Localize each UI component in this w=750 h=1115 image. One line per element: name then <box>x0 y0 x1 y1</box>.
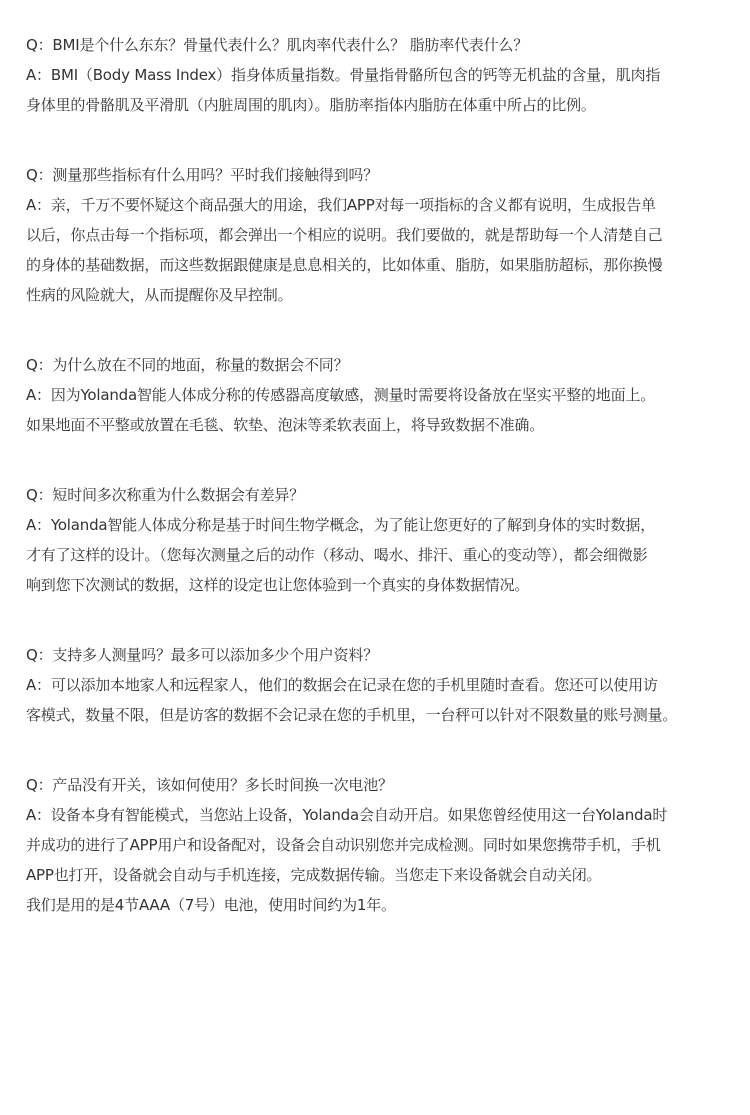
answer-text: 的身体的基础数据，而这些数据跟健康是息息相关的，比如体重、脂肪，如果脂肪超标，那你换慢 <box>26 256 663 274</box>
answer-text: 才有了这样的设计。（您每次测量之后的动作（移动、喝水、排汗、重心的变动等），都会细微影 <box>26 546 648 564</box>
faq-item-bmi <box>26 30 736 120</box>
faq-list <box>26 30 736 960</box>
question-text: Q：短时间多次称重为什么数据会有差异？ <box>26 486 305 504</box>
question-text: Q：测量那些指标有什么用吗？平时我们接触得到吗？ <box>26 166 379 184</box>
answer-text: A：可以添加本地家人和远程家人，他们的数据会在记录在您的手机里随时查看。您还可以使用访 <box>26 676 658 694</box>
faq-item-multi-user <box>26 640 736 730</box>
answer-text: 身体里的骨骼肌及平滑肌（内脏周围的肌肉）。脂肪率指体内脂肪在体重中所占的比例。 <box>26 96 596 114</box>
answer-text: A：设备本身有智能模式，当您站上设备，Yolanda会自动开启。如果您曾经使用这一台Yolanda时 <box>26 806 668 824</box>
question-text: Q：为什么放在不同的地面，称量的数据会不同？ <box>26 356 349 374</box>
question-text: Q：BMI是个什么东东？骨量代表什么？肌肉率代表什么？ 脂肪率代表什么？ <box>26 36 529 54</box>
answer-text: 如果地面不平整或放置在毛毯、软垫、泡沫等柔软表面上，将导致数据不准确。 <box>26 416 545 434</box>
answer-text: 以后，你点击每一个指标项，都会弹出一个相应的说明。我们要做的，就是帮助每一个人清楚自己 <box>26 226 663 244</box>
answer-text: A：Yolanda智能人体成分称是基于时间生物学概念，为了能让您更好的了解到身体的实时数据， <box>26 516 655 534</box>
faq-item-power-battery <box>26 770 736 920</box>
answer-text: 客模式，数量不限，但是访客的数据不会记录在您的手机里，一台秤可以针对不限数量的账号测量。 <box>26 706 678 724</box>
faq-item-metrics-use <box>26 160 736 310</box>
faq-item-repeat-weighing <box>26 480 736 600</box>
answer-text: 响到您下次测试的数据，这样的设定也让您体验到一个真实的身体数据情况。 <box>26 576 530 594</box>
answer-text: A：因为Yolanda智能人体成分称的传感器高度敏感，测量时需要将设备放在坚实平整的地面上。 <box>26 386 655 404</box>
answer-text: A：亲，千万不要怀疑这个商品强大的用途，我们APP对每一项指标的含义都有说明，生成报告单 <box>26 196 656 214</box>
answer-text: A：BMI（Body Mass Index）指身体质量指数。骨量指骨骼所包含的钙等无机盐的含量，肌肉指 <box>26 66 661 84</box>
answer-text: 性病的风险就大，从而提醒你及早控制。 <box>26 286 293 304</box>
question-text: Q：产品没有开关，该如何使用？多长时间换一次电池？ <box>26 776 393 794</box>
answer-text: APP也打开，设备就会自动与手机连接，完成数据传输。当您走下来设备就会自动关闭。 <box>26 866 602 884</box>
answer-text: 并成功的进行了APP用户和设备配对，设备会自动识别您并完成检测。同时如果您携带手机，手机 <box>26 836 661 854</box>
answer-text: 我们是用的是4节AAA（7号）电池，使用时间约为1年。 <box>26 896 396 914</box>
question-text: Q：支持多人测量吗？最多可以添加多少个用户资料？ <box>26 646 379 664</box>
faq-item-floor-difference <box>26 350 736 440</box>
